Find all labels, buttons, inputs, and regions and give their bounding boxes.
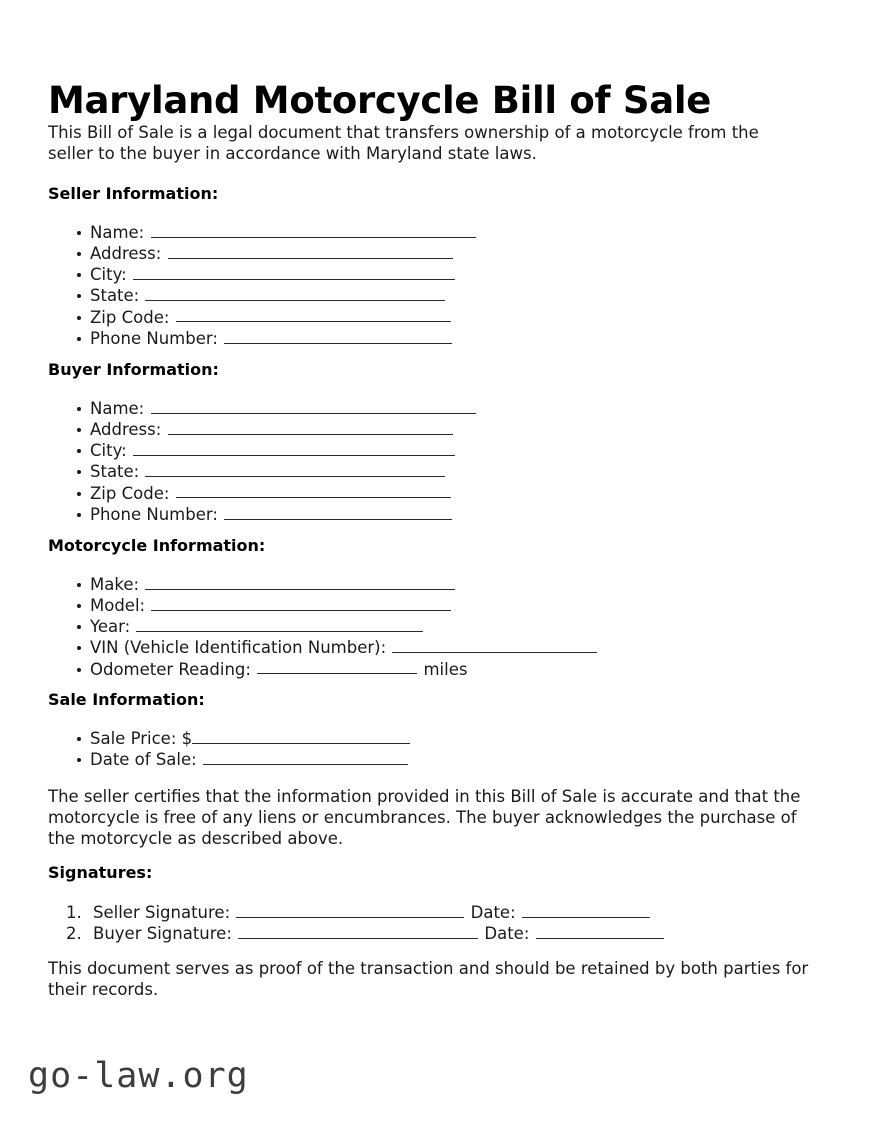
motorcycle-information-section xyxy=(48,536,788,680)
field-label: Phone Number: xyxy=(90,504,218,524)
field-date-of-sale xyxy=(48,749,788,770)
field-label: State: xyxy=(90,286,140,306)
seller-zip-input[interactable] xyxy=(176,307,451,323)
field-buyer-name xyxy=(48,398,788,419)
field-buyer-address xyxy=(48,419,788,440)
seller-city-input[interactable] xyxy=(133,264,455,280)
field-buyer-state xyxy=(48,461,788,482)
field-seller-name xyxy=(48,222,788,243)
field-motorcycle-make xyxy=(48,574,788,595)
buyer-signature-input[interactable] xyxy=(238,923,478,939)
field-seller-address xyxy=(48,243,788,264)
buyer-section-heading: Buyer Information: xyxy=(48,360,219,379)
odometer-unit-label: miles xyxy=(423,659,468,679)
motorcycle-fields-list xyxy=(48,574,788,680)
buyer-name-input[interactable] xyxy=(151,398,476,414)
intro-paragraph: This Bill of Sale is a legal document that transfers ownership of a motorcycle from the seller to the buyer in accordance with Maryland state laws. xyxy=(48,123,759,163)
signatures-section xyxy=(48,863,788,944)
signature-label: Buyer Signature: xyxy=(93,924,232,943)
seller-date-label: Date: xyxy=(470,903,516,922)
buyer-date-input[interactable] xyxy=(536,923,664,939)
field-seller-phone xyxy=(48,328,788,349)
field-label: Date of Sale: xyxy=(90,749,197,769)
field-label: Odometer Reading: xyxy=(90,659,251,679)
field-motorcycle-odometer xyxy=(48,659,788,680)
field-label: Phone Number: xyxy=(90,328,218,348)
seller-state-input[interactable] xyxy=(145,285,445,301)
motorcycle-vin-input[interactable] xyxy=(392,637,597,653)
motorcycle-section-heading: Motorcycle Information: xyxy=(48,536,266,555)
field-label: Sale Price: $ xyxy=(90,728,193,748)
seller-date-input[interactable] xyxy=(522,902,650,918)
motorcycle-model-input[interactable] xyxy=(151,595,451,611)
sale-information-section xyxy=(48,690,788,770)
motorcycle-make-input[interactable] xyxy=(145,574,455,590)
field-label: Zip Code: xyxy=(90,307,170,327)
seller-name-input[interactable] xyxy=(151,222,476,238)
buyer-phone-input[interactable] xyxy=(224,504,452,520)
buyer-date-label: Date: xyxy=(484,924,530,943)
field-label: Address: xyxy=(90,419,162,439)
closing-paragraph-block xyxy=(48,958,813,1000)
list-number: 2. xyxy=(66,924,82,943)
site-watermark: go-law.org xyxy=(28,1056,249,1096)
field-label: Address: xyxy=(90,243,162,263)
field-buyer-city xyxy=(48,440,788,461)
intro-paragraph-block xyxy=(48,122,788,164)
signatures-section-heading: Signatures: xyxy=(48,863,153,882)
field-label: Name: xyxy=(90,398,145,418)
field-label: Make: xyxy=(90,574,140,594)
seller-phone-input[interactable] xyxy=(224,328,452,344)
field-motorcycle-vin xyxy=(48,637,788,658)
buyer-address-input[interactable] xyxy=(168,419,453,435)
seller-section-heading: Seller Information: xyxy=(48,184,219,203)
buyer-information-section xyxy=(48,360,788,525)
list-number: 1. xyxy=(66,903,82,922)
seller-fields-list xyxy=(48,222,788,349)
field-label: Model: xyxy=(90,595,146,615)
buyer-city-input[interactable] xyxy=(133,440,455,456)
buyer-fields-list xyxy=(48,398,788,525)
closing-paragraph: This document serves as proof of the transaction and should be retained by both parties for their records. xyxy=(48,959,809,999)
signature-label: Seller Signature: xyxy=(93,903,231,922)
seller-information-section xyxy=(48,184,788,349)
motorcycle-odometer-input[interactable] xyxy=(257,659,417,675)
field-motorcycle-year xyxy=(48,616,788,637)
buyer-zip-input[interactable] xyxy=(176,483,451,499)
field-label: State: xyxy=(90,462,140,482)
certification-paragraph-block xyxy=(48,786,823,849)
field-seller-city xyxy=(48,264,788,285)
field-motorcycle-model xyxy=(48,595,788,616)
date-of-sale-input[interactable] xyxy=(203,749,408,765)
signature-lines-list xyxy=(66,902,788,944)
certification-paragraph: The seller certifies that the information provided in this Bill of Sale is accurate and that the motorcycle is free of any liens or encumbrances. The buyer acknowledges the purchase of the motorcycle as described above. xyxy=(48,787,801,848)
sale-price-input[interactable] xyxy=(192,728,410,744)
motorcycle-year-input[interactable] xyxy=(136,616,423,632)
field-label: VIN (Vehicle Identification Number): xyxy=(90,638,387,658)
sale-section-heading: Sale Information: xyxy=(48,690,205,709)
field-label: City: xyxy=(90,441,127,461)
sale-fields-list xyxy=(48,728,788,770)
signature-line-buyer xyxy=(66,923,788,944)
seller-address-input[interactable] xyxy=(168,243,453,259)
page-title: Maryland Motorcycle Bill of Sale xyxy=(48,78,712,122)
buyer-state-input[interactable] xyxy=(145,461,445,477)
seller-signature-input[interactable] xyxy=(236,902,464,918)
field-seller-state xyxy=(48,285,788,306)
field-sale-price xyxy=(48,728,788,749)
field-label: Year: xyxy=(90,617,131,637)
field-buyer-phone xyxy=(48,504,788,525)
field-seller-zip xyxy=(48,307,788,328)
field-label: City: xyxy=(90,265,127,285)
field-label: Zip Code: xyxy=(90,483,170,503)
field-buyer-zip xyxy=(48,483,788,504)
field-label: Name: xyxy=(90,222,145,242)
signature-line-seller xyxy=(66,902,788,923)
